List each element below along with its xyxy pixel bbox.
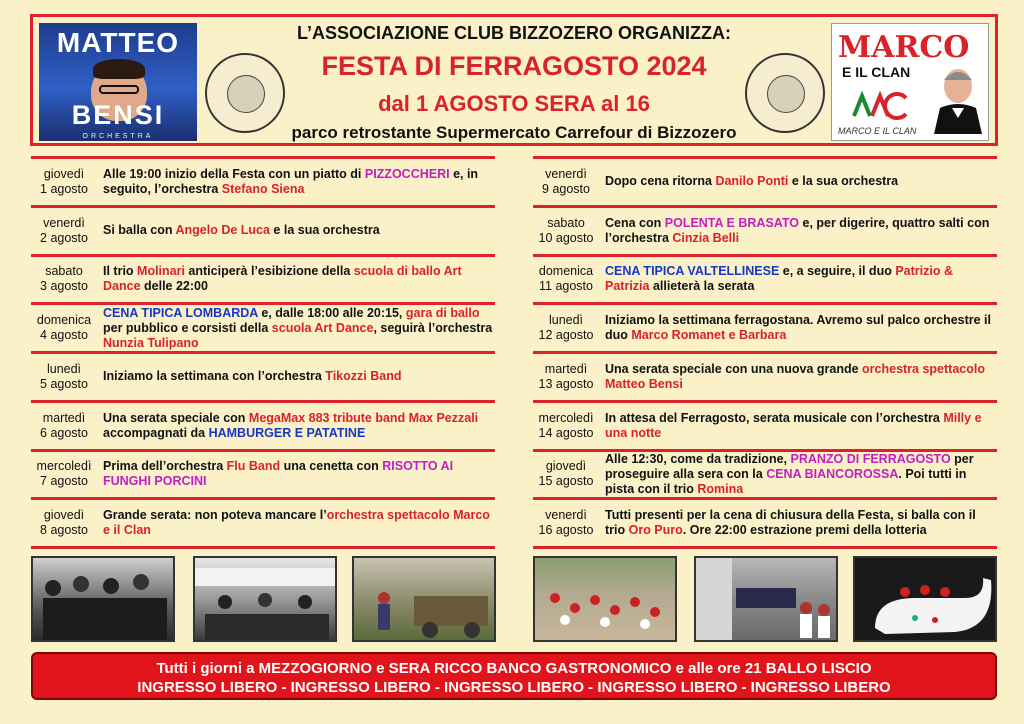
schedule-row: [533, 156, 997, 205]
photo-band-street: [694, 556, 838, 642]
description-text: Grande serata: non poteva mancare l’: [103, 508, 327, 523]
schedule-row: [31, 400, 495, 449]
footer-banner: [31, 652, 997, 700]
description-text: Alle 12:30, come da tradizione,: [605, 451, 791, 466]
date: 2 agosto: [40, 230, 88, 245]
date: 10 agosto: [538, 230, 594, 245]
description-text: allieterà la serata: [649, 279, 755, 294]
description-text: e, a seguire, il duo: [779, 264, 896, 279]
highlight-text: Romina: [697, 481, 744, 496]
schedule-description: [103, 305, 493, 351]
photo-dinner-bw: [193, 556, 337, 642]
highlight-text: CENA TIPICA LOMBARDA: [103, 305, 258, 320]
date: 8 agosto: [40, 523, 88, 538]
header-box: [30, 14, 998, 146]
schedule-row: [533, 449, 997, 498]
schedule-description: [103, 354, 493, 400]
weekday: venerdì: [545, 508, 587, 523]
schedule-description: [605, 305, 995, 351]
date: 14 agosto: [538, 425, 594, 440]
schedule-description: [605, 257, 995, 303]
weekday: martedì: [544, 361, 588, 376]
matteo-bensi-badge: [39, 23, 197, 141]
description-text: Iniziamo la settimana ferragostana. Avremo sul palco orchestre il duo: [605, 313, 992, 343]
schedule-row: [31, 156, 495, 205]
schedule-day: [533, 305, 599, 351]
event-dates: dal 1 AGOSTO SERA al 16: [378, 91, 650, 116]
schedule-row: [533, 497, 997, 546]
date: 12 agosto: [538, 328, 594, 343]
schedule-description: [103, 159, 493, 205]
schedule-row: [533, 400, 997, 449]
schedule-row: [31, 302, 495, 351]
description-text: In attesa del Ferragosto, serata musicale con l’orchestra: [605, 410, 944, 425]
date: 6 agosto: [40, 425, 88, 440]
description-text: Cena con: [605, 215, 665, 230]
schedule-day: [31, 257, 97, 303]
schedule-row: [533, 302, 997, 351]
schedule-description: [605, 159, 995, 205]
schedule-description: [103, 257, 493, 303]
description-text: e la sua orchestra: [269, 223, 380, 238]
schedule-row: [533, 205, 997, 254]
schedule-row: [31, 449, 495, 498]
weekday: martedì: [42, 410, 86, 425]
highlight-text: Angelo De Luca: [175, 223, 270, 238]
schedule-description: [605, 500, 995, 546]
highlight-text: orchestra spettacolo Marco e il Clan: [103, 508, 490, 538]
description-text: Una serata speciale con: [103, 410, 249, 425]
banner-line-2: INGRESSO LIBERO - INGRESSO LIBERO - INGRESSO LIBERO - INGRESSO LIBERO - INGRESSO LIBERO: [137, 679, 891, 696]
weekday: giovedì: [545, 459, 587, 474]
schedule-description: [103, 452, 493, 498]
description-text: Il trio: [103, 264, 138, 279]
description-text: Una serata speciale con una nuova grande: [605, 361, 863, 376]
schedule-row: [31, 254, 495, 303]
schedule-row: [31, 351, 495, 400]
schedule-left-column: [31, 156, 495, 549]
weekday: lunedì: [548, 313, 584, 328]
schedule-day: [533, 452, 599, 498]
weekday: mercoledì: [538, 410, 594, 425]
photo-santa-sleigh: [853, 556, 997, 642]
schedule-day: [31, 403, 97, 449]
schedule-day: [533, 257, 599, 303]
schedule-right-column: [533, 156, 997, 549]
weekday: sabato: [45, 264, 83, 279]
singer-portrait-icon: [934, 64, 982, 134]
schedule-day: [533, 500, 599, 546]
date: 5 agosto: [40, 376, 88, 391]
badge-left-bottom: BENSI: [71, 100, 165, 130]
weekday: sabato: [547, 215, 585, 230]
description-text: Alle 19:00 inizio della Festa con un piatto di: [103, 166, 365, 181]
highlight-text: scuola Art Dance: [271, 320, 374, 335]
schedule-description: [605, 208, 995, 254]
schedule-description: [605, 354, 995, 400]
weekday: lunedì: [46, 361, 82, 376]
badge-right-subtitle: E IL CLAN: [842, 64, 911, 80]
marco-clan-badge: [831, 23, 989, 141]
description-text: accompagnati da: [103, 425, 209, 440]
schedule-day: [31, 500, 97, 546]
mc-logo-icon: [850, 90, 912, 120]
description-text: una cenetta con: [280, 459, 383, 474]
date: 13 agosto: [538, 376, 594, 391]
weekday: venerdì: [43, 215, 85, 230]
event-location: parco retrostante Supermercato Carrefour di Bizzozero: [291, 123, 737, 142]
divider: [31, 546, 495, 549]
photo-majorettes: [533, 556, 677, 642]
schedule-description: [605, 403, 995, 449]
highlight-text: Stefano Siena: [221, 181, 305, 196]
banner-line-1: Tutti i giorni a MEZZOGIORNO e SERA RICCO BANCO GASTRONOMICO e alle ore 21 BALLO LISCIO: [156, 660, 872, 677]
date: 3 agosto: [40, 279, 88, 294]
club-seal-icon: [745, 53, 825, 133]
weekday: venerdì: [545, 166, 587, 181]
organizer-line: L’ASSOCIAZIONE CLUB BIZZOZERO ORGANIZZA:: [297, 23, 731, 43]
schedule-day: [31, 354, 97, 400]
badge-right-title: MARCO: [838, 30, 970, 65]
description-text: . Ore 22:00 estrazione premi della lotteria: [682, 523, 927, 538]
highlight-text: RISOTTO AI FUNGHI PORCINI: [103, 459, 454, 489]
weekday: domenica: [36, 313, 92, 328]
date: 4 agosto: [40, 328, 88, 343]
schedule-day: [533, 208, 599, 254]
schedule-description: [605, 452, 995, 498]
schedule-row: [533, 351, 997, 400]
badge-left-sub: ORCHESTRA: [82, 133, 154, 140]
weekday: giovedì: [43, 508, 85, 523]
weekday: domenica: [538, 264, 594, 279]
highlight-text: HAMBURGER E PATATINE: [208, 425, 366, 440]
description-text: Iniziamo la settimana con l’orchestra: [103, 369, 326, 384]
highlight-text: scuola di ballo Art Dance: [103, 264, 462, 294]
highlight-text: Milly e una notte: [605, 410, 982, 440]
date: 16 agosto: [538, 523, 594, 538]
schedule-description: [103, 208, 493, 254]
schedule-day: [533, 403, 599, 449]
schedule-description: [103, 403, 493, 449]
date: 1 agosto: [40, 181, 88, 196]
weekday: giovedì: [43, 166, 85, 181]
highlight-text: PRANZO DI FERRAGOSTO: [790, 451, 951, 466]
highlight-text: Oro Puro: [628, 523, 683, 538]
description-text: e la sua orchestra: [788, 174, 899, 189]
description-text: per proseguire alla sera con la: [605, 451, 974, 481]
schedule-description: [103, 500, 493, 546]
highlight-text: Molinari: [137, 264, 185, 279]
description-text: Tutti presenti per la cena di chiusura della Festa, si balla con il trio: [605, 508, 976, 538]
badge-left-top: MATTEO: [56, 27, 180, 58]
schedule-row: [31, 497, 495, 546]
highlight-text: Flu Band: [226, 459, 281, 474]
date: 11 agosto: [539, 279, 593, 294]
description-text: e, per digerire, quattro salti con l’orchestra: [605, 215, 990, 245]
highlight-text: Marco Romanet e Barbara: [631, 328, 787, 343]
date: 9 agosto: [542, 181, 590, 196]
description-text: anticiperà l’esibizione della: [184, 264, 354, 279]
highlight-text: PIZZOCCHERI: [364, 166, 450, 181]
highlight-text: POLENTA E BRASATO: [664, 215, 800, 230]
description-text: e, in seguito, l’orchestra: [103, 166, 479, 196]
photo-crowd-bw: [31, 556, 175, 642]
schedule-day: [31, 159, 97, 205]
description-text: per pubblico e corsisti della: [103, 320, 272, 335]
schedule-row: [533, 254, 997, 303]
highlight-text: Danilo Ponti: [715, 174, 789, 189]
description-text: . Poi tutti in pista con il trio: [605, 466, 967, 496]
description-text: Si balla con: [103, 223, 176, 238]
photo-parade-cart: [352, 556, 496, 642]
description-text: e, dalle 18:00 alle 20:15,: [257, 305, 406, 320]
schedule-day: [533, 354, 599, 400]
highlight-text: Cinzia Belli: [672, 230, 740, 245]
date: 7 agosto: [40, 474, 88, 489]
schedule-day: [31, 208, 97, 254]
highlight-text: Nunzia Tulipano: [103, 335, 199, 350]
schedule-day: [31, 305, 97, 351]
highlight-text: MegaMax 883 tribute band Max Pezzali: [248, 410, 479, 425]
highlight-text: orchestra spettacolo Matteo Bensi: [605, 361, 985, 391]
schedule-row: [31, 205, 495, 254]
date: 15 agosto: [538, 474, 594, 489]
badge-right-caption: MARCO E IL CLAN: [838, 126, 917, 136]
divider: [533, 546, 997, 549]
highlight-text: gara di ballo: [405, 305, 480, 320]
highlight-text: CENA TIPICA VALTELLINESE: [605, 264, 780, 279]
description-text: delle 22:00: [140, 279, 208, 294]
weekday: mercoledì: [36, 459, 92, 474]
description-text: , seguirà l’orchestra: [373, 320, 493, 335]
highlight-text: Tikozzi Band: [325, 369, 402, 384]
description-text: Dopo cena ritorna: [605, 174, 716, 189]
description-text: Prima dell’orchestra: [103, 459, 227, 474]
event-title: FESTA DI FERRAGOSTO 2024: [321, 51, 707, 81]
highlight-text: CENA BIANCOROSSA: [766, 466, 899, 481]
highlight-text: Patrizio & Patrizia: [605, 264, 953, 294]
schedule-day: [31, 452, 97, 498]
schedule-day: [533, 159, 599, 205]
